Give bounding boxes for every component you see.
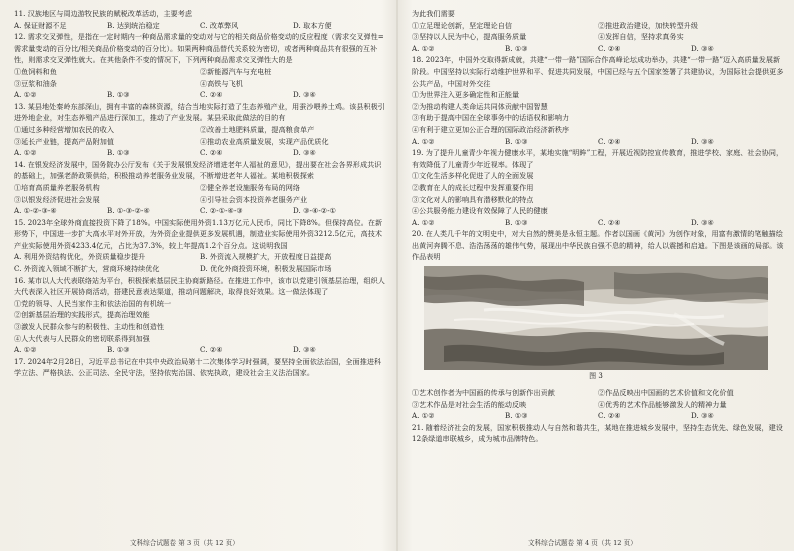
question-21-stem: 21. 随着经济社会的发展，国家积极推动人与自然和谐共生，某地在推进城乡发展中，坚持生态优先、绿色发展，建设12条绿道串联城乡，成为城市品牌特色。 [412, 422, 783, 444]
option: ③坚持以人民为中心，提高服务质量 [412, 32, 527, 42]
question-16-stem: 16. 某市以人大代表联络站为平台，积极探索基层民主协商新路径。在推进工作中，该市以党建引领基层治理，组织人大代表深入社区开展协商活动，搭建民意表达渠道，推动问题解决，取得良好效果。这一做法体现了 [14, 275, 385, 297]
choice: C. ②④ [598, 43, 621, 53]
choice: A. ①② [412, 217, 435, 227]
option: ④公共服务能力建设有效保障了人民的健康 [412, 206, 548, 216]
option: ③文化对人的影响具有潜移默化的特点 [412, 194, 534, 204]
question-19-stem: 19. 为了提升儿童青少年视力健康水平，某地实施“明眸”工程，开展近视防控宣传教育，推进学校、家庭、社会协同，有效降低了儿童青少年近视率。体现了 [412, 148, 784, 169]
choice: C. ②-①-④-③ [200, 206, 243, 216]
question-17-continued: 为此我们需要 [412, 9, 455, 18]
page-footer-right: 文科综合试题卷 第 4 页（共 12 页） [528, 539, 637, 547]
question-20-options [412, 387, 784, 410]
question-11-stem: 11. 汉族地区与周边游牧民族的赋税改革活动，主要考虑 [14, 9, 193, 18]
option: D. 取本方便 [293, 20, 332, 30]
choice: C. ②④ [200, 345, 223, 355]
choice: D. ③④ [293, 345, 316, 355]
option: ④高铁与飞机 [200, 78, 243, 88]
question-20-choices [412, 410, 784, 422]
option: ③有助于提高中国在全球事务中的话语权和影响力 [412, 113, 570, 123]
question-13-choices [14, 147, 386, 159]
choice: B. ①③ [107, 345, 130, 355]
choice: D. ③④ [293, 90, 316, 100]
choice: A. ①② [412, 136, 435, 146]
question-13-options [14, 124, 386, 147]
question-14-stem: 14. 在银发经济发展中，国务院办公厅发布《关于发展银发经济增进老年人福祉的意见》，提出要在社会各界形成共识的基础上，加强老龄政策供给，积极推动养老服务业发展，不断增进老年人福祉。某地积极探索 [14, 159, 382, 181]
question-13-stem: 13. 某县地处秦岭东部深山，拥有丰富的森林资源，结合当地实际打造了生态养殖产业，用蚕沙喂养土鸡。该县积极引进外地企业，对生态养殖产品进行深加工，推动了产业发展。某县采取此做法的目的有 [14, 101, 385, 123]
option: B. 达到统治稳定 [107, 20, 160, 30]
choice: D. ③④ [691, 217, 714, 227]
question-19-choices [412, 217, 784, 229]
option: ①培育高质量养老服务机构 [14, 182, 100, 192]
option: ①为世界注入更多确定性和正能量 [412, 90, 520, 100]
option: ②作品反映出中国画的艺术价值和文化价值 [598, 388, 734, 398]
option: C. 外资流入领域不断扩大，营商环境持续优化 [14, 264, 160, 274]
option: ④引导社会资本投资养老服务产业 [200, 194, 308, 204]
option: ③艺术作品是对社会生活的能动反映 [412, 399, 527, 409]
choice: D. ③④ [691, 43, 714, 53]
question-17-options [412, 20, 784, 43]
option: ①立足理论创新，坚定理论自信 [412, 20, 513, 30]
option: C. 改革弊风 [200, 20, 239, 30]
option: ①通过多种经营增加农民的收入 [14, 124, 115, 134]
option: ④发挥自信，坚持求真务实 [598, 32, 684, 42]
choice: A. ①② [412, 411, 435, 421]
question-15-stem: 15. 2023年全球外商直接投资下降了18%。中国实际使用外资1.13万亿元人民币，同比下降8%。但保持高位。在新形势下，中国进一步扩大高水平对外开放，为外资企业提供更多发展机遇，制造业实际使用外资3212.5亿元，高技术产业实际使用外资4233.4亿元，占比为37.3%，较上年提高1.2个百分点。这说明我国 [14, 217, 383, 250]
option: ①文化生活多样化促进了人的全面发展 [412, 171, 534, 181]
choice: B. ①③ [107, 90, 130, 100]
yellow-river-painting [424, 266, 768, 370]
choice: A. ①-②-③-④ [14, 206, 57, 216]
question-12-choices [14, 89, 386, 101]
right-page [412, 8, 784, 536]
left-page [14, 8, 386, 536]
figure-3 [416, 266, 776, 384]
question-18-stem: 18. 2023年，中国外交取得新成就，共建“一带一路”国际合作高峰论坛成功举办，共建“一带一路”迈入高质量发展新阶段。中国坚持以实际行动维护世界和平、促进共同发展，中国已经与五个国家签署了共建协议，为国际社会提供更多公共产品，中国对外交往 [412, 55, 784, 88]
question-12-options [14, 66, 386, 89]
option: ④推动农业高质量发展，实现产品优质化 [200, 136, 329, 146]
choice: A. ①② [14, 148, 37, 158]
option: ③延长产业链，提高产品附加值 [14, 136, 115, 146]
option: ③豆浆和油条 [14, 78, 57, 88]
choice: B. ①③ [505, 411, 528, 421]
choice: D. ③④ [691, 411, 714, 421]
option: ③激发人民群众参与的积极性、主动性和创造性 [14, 322, 165, 332]
choice: A. ①② [14, 90, 37, 100]
question-14-options [14, 182, 386, 205]
question-16-options [14, 298, 386, 344]
question-17-choices [412, 43, 784, 55]
question-17-stem: 17. 2024年2月28日，习近平总书记在中共中央政治局第十二次集体学习时强调，要坚持全面依法治国，全面推进科学立法、严格执法、公正司法、全民守法，坚持依宪治国、依宪执政，建设社会主义法治国家。 [14, 356, 382, 378]
option: D. 优化外商投资环境，积极发展国际市场 [200, 264, 332, 274]
figure-caption: 图 3 [589, 372, 603, 381]
option: ④有利于建立更加公正合理的国际政治经济新秩序 [412, 124, 570, 134]
choice: A. ①② [412, 43, 435, 53]
option: ④优秀的艺术作品能够激发人的精神力量 [598, 399, 727, 409]
choice: B. ①-③-②-④ [107, 206, 150, 216]
choice: B. ①③ [505, 136, 528, 146]
option: ④人大代表与人民群众的密切联系得到加强 [14, 333, 150, 343]
page-gutter [396, 0, 398, 551]
option: ③以银发经济促进社会发展 [14, 194, 100, 204]
choice: B. ①③ [505, 217, 528, 227]
choice: C. ②④ [598, 411, 621, 421]
option: ②健全养老设施服务布局的网络 [200, 182, 301, 192]
question-12-stem: 12. 需求交叉弹性，是指在一定时期内一种商品需求量的变动对与它的相关商品价格变动的反应程度（需求交叉弹性=需求量变动的百分比/相关商品价格变动的百分比）。如果两种商品替代关系较为密切，或者两种商品共有很强的互补性，则需求交叉弹性就大。在其他条件不变的情况下，下列两种商品需求交叉弹性大的是 [14, 32, 384, 65]
option: ①党的领导、人民当家作主和依法治国的有机统一 [14, 298, 172, 308]
question-11-options [14, 20, 386, 32]
question-16-choices [14, 344, 386, 356]
option: ②创新基层治理的实践形式，提高治理效能 [14, 310, 150, 320]
choice: D. ③④ [293, 148, 316, 158]
option: ②新能源汽车与充电桩 [200, 66, 272, 76]
option: A. 利用外资结构优化，外资质量稳步提升 [14, 252, 146, 262]
question-20-stem: 20. 在人类几千年的文明史中，对大自然的赞美是永恒主题。作者以国画《黄河》为创作对象，用富有激情的笔触描绘出黄河奔腾不息、浩浩荡荡的雄伟气势，展现出中华民族自强不息的精神，给人以震撼和启迪。下图是该画的局部。该作品表明 [412, 229, 784, 262]
option: ①艺术创作者为中国画的传承与创新作出贡献 [412, 388, 555, 398]
choice: A. ①② [14, 345, 37, 355]
page-footer-left: 文科综合试题卷 第 3 页（共 12 页） [130, 539, 239, 547]
question-19-options [412, 170, 784, 216]
choice: B. ①③ [505, 43, 528, 53]
option: ②教育在人的成长过程中发挥重要作用 [412, 182, 534, 192]
option: B. 外资流入规模扩大，开放程度日益提高 [200, 252, 332, 262]
question-18-options [412, 89, 784, 135]
choice: B. ①③ [107, 148, 130, 158]
option: ①鱼饲料和鱼 [14, 66, 57, 76]
option: ②改善土地肥料质量，提高粮食单产 [200, 124, 315, 134]
choice: C. ②④ [200, 90, 223, 100]
choice: C. ②④ [200, 148, 223, 158]
choice: C. ②④ [598, 217, 621, 227]
choice: C. ②④ [598, 136, 621, 146]
option: ②推进政治建设，加快转型升级 [598, 20, 699, 30]
choice: D. ③④ [691, 136, 714, 146]
question-18-choices [412, 136, 784, 148]
question-15-options [14, 251, 386, 274]
choice: D. ③-④-②-① [293, 206, 337, 216]
option: A. 保证财源不足 [14, 20, 67, 30]
option: ②为推动构建人类命运共同体贡献中国智慧 [412, 101, 548, 111]
question-14-choices [14, 205, 386, 217]
